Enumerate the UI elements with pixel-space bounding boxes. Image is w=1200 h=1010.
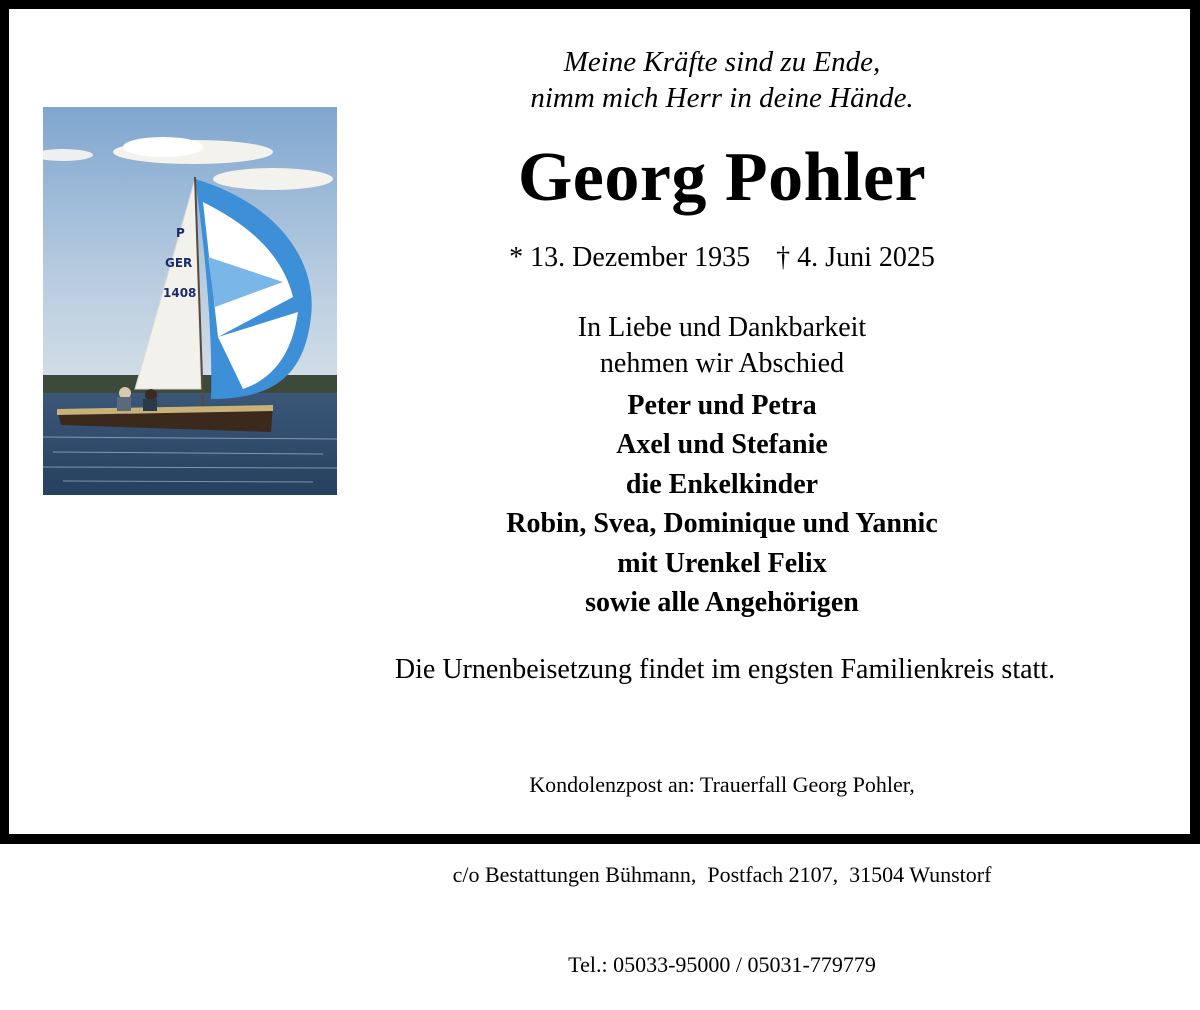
sailboat-photo — [43, 107, 337, 495]
burial-notice: Die Urnenbeisetzung findet im engsten Familienkreis statt. — [394, 654, 1056, 685]
farewell-text — [372, 310, 1072, 382]
mourners-list — [372, 386, 1072, 622]
sail-mark-ger: GER — [165, 256, 193, 270]
sail-mark-p: P — [176, 226, 185, 240]
contact-line: Tel.: 05033-95000 / 05031-779779 — [568, 952, 876, 977]
mourner-line: Peter und Petra — [627, 390, 817, 421]
sail-mark-number: 1408 — [163, 286, 197, 300]
mourner-line: die Enkelkinder — [625, 468, 819, 500]
memorial-motto — [372, 44, 1072, 116]
mourner-line: mit Urenkel Felix — [617, 547, 827, 579]
motto-line: nimm mich Herr in deine Hände. — [530, 82, 914, 114]
death-date: † 4. Juni 2025 — [776, 242, 935, 273]
mourner-line: sowie alle Angehörigen — [585, 587, 859, 619]
farewell-line: In Liebe und Dankbarkeit — [577, 312, 867, 343]
condolence-contact — [372, 710, 1072, 1010]
deceased-name: Georg Pohler — [517, 139, 927, 216]
contact-line: c/o Bestattungen Bühmann, Postfach 2107, 31504 Wunstorf — [452, 862, 992, 887]
life-dates — [372, 240, 1072, 276]
farewell-line: nehmen wir Abschied — [599, 348, 845, 379]
motto-line: Meine Kräfte sind zu Ende, — [563, 46, 881, 78]
contact-line: Kondolenzpost an: Trauerfall Georg Pohler, — [529, 772, 915, 797]
mourner-line: Robin, Svea, Dominique und Yannic — [506, 508, 938, 540]
birth-date: * 13. Dezember 1935 — [509, 242, 751, 273]
mourner-line: Axel und Stefanie — [616, 429, 828, 461]
